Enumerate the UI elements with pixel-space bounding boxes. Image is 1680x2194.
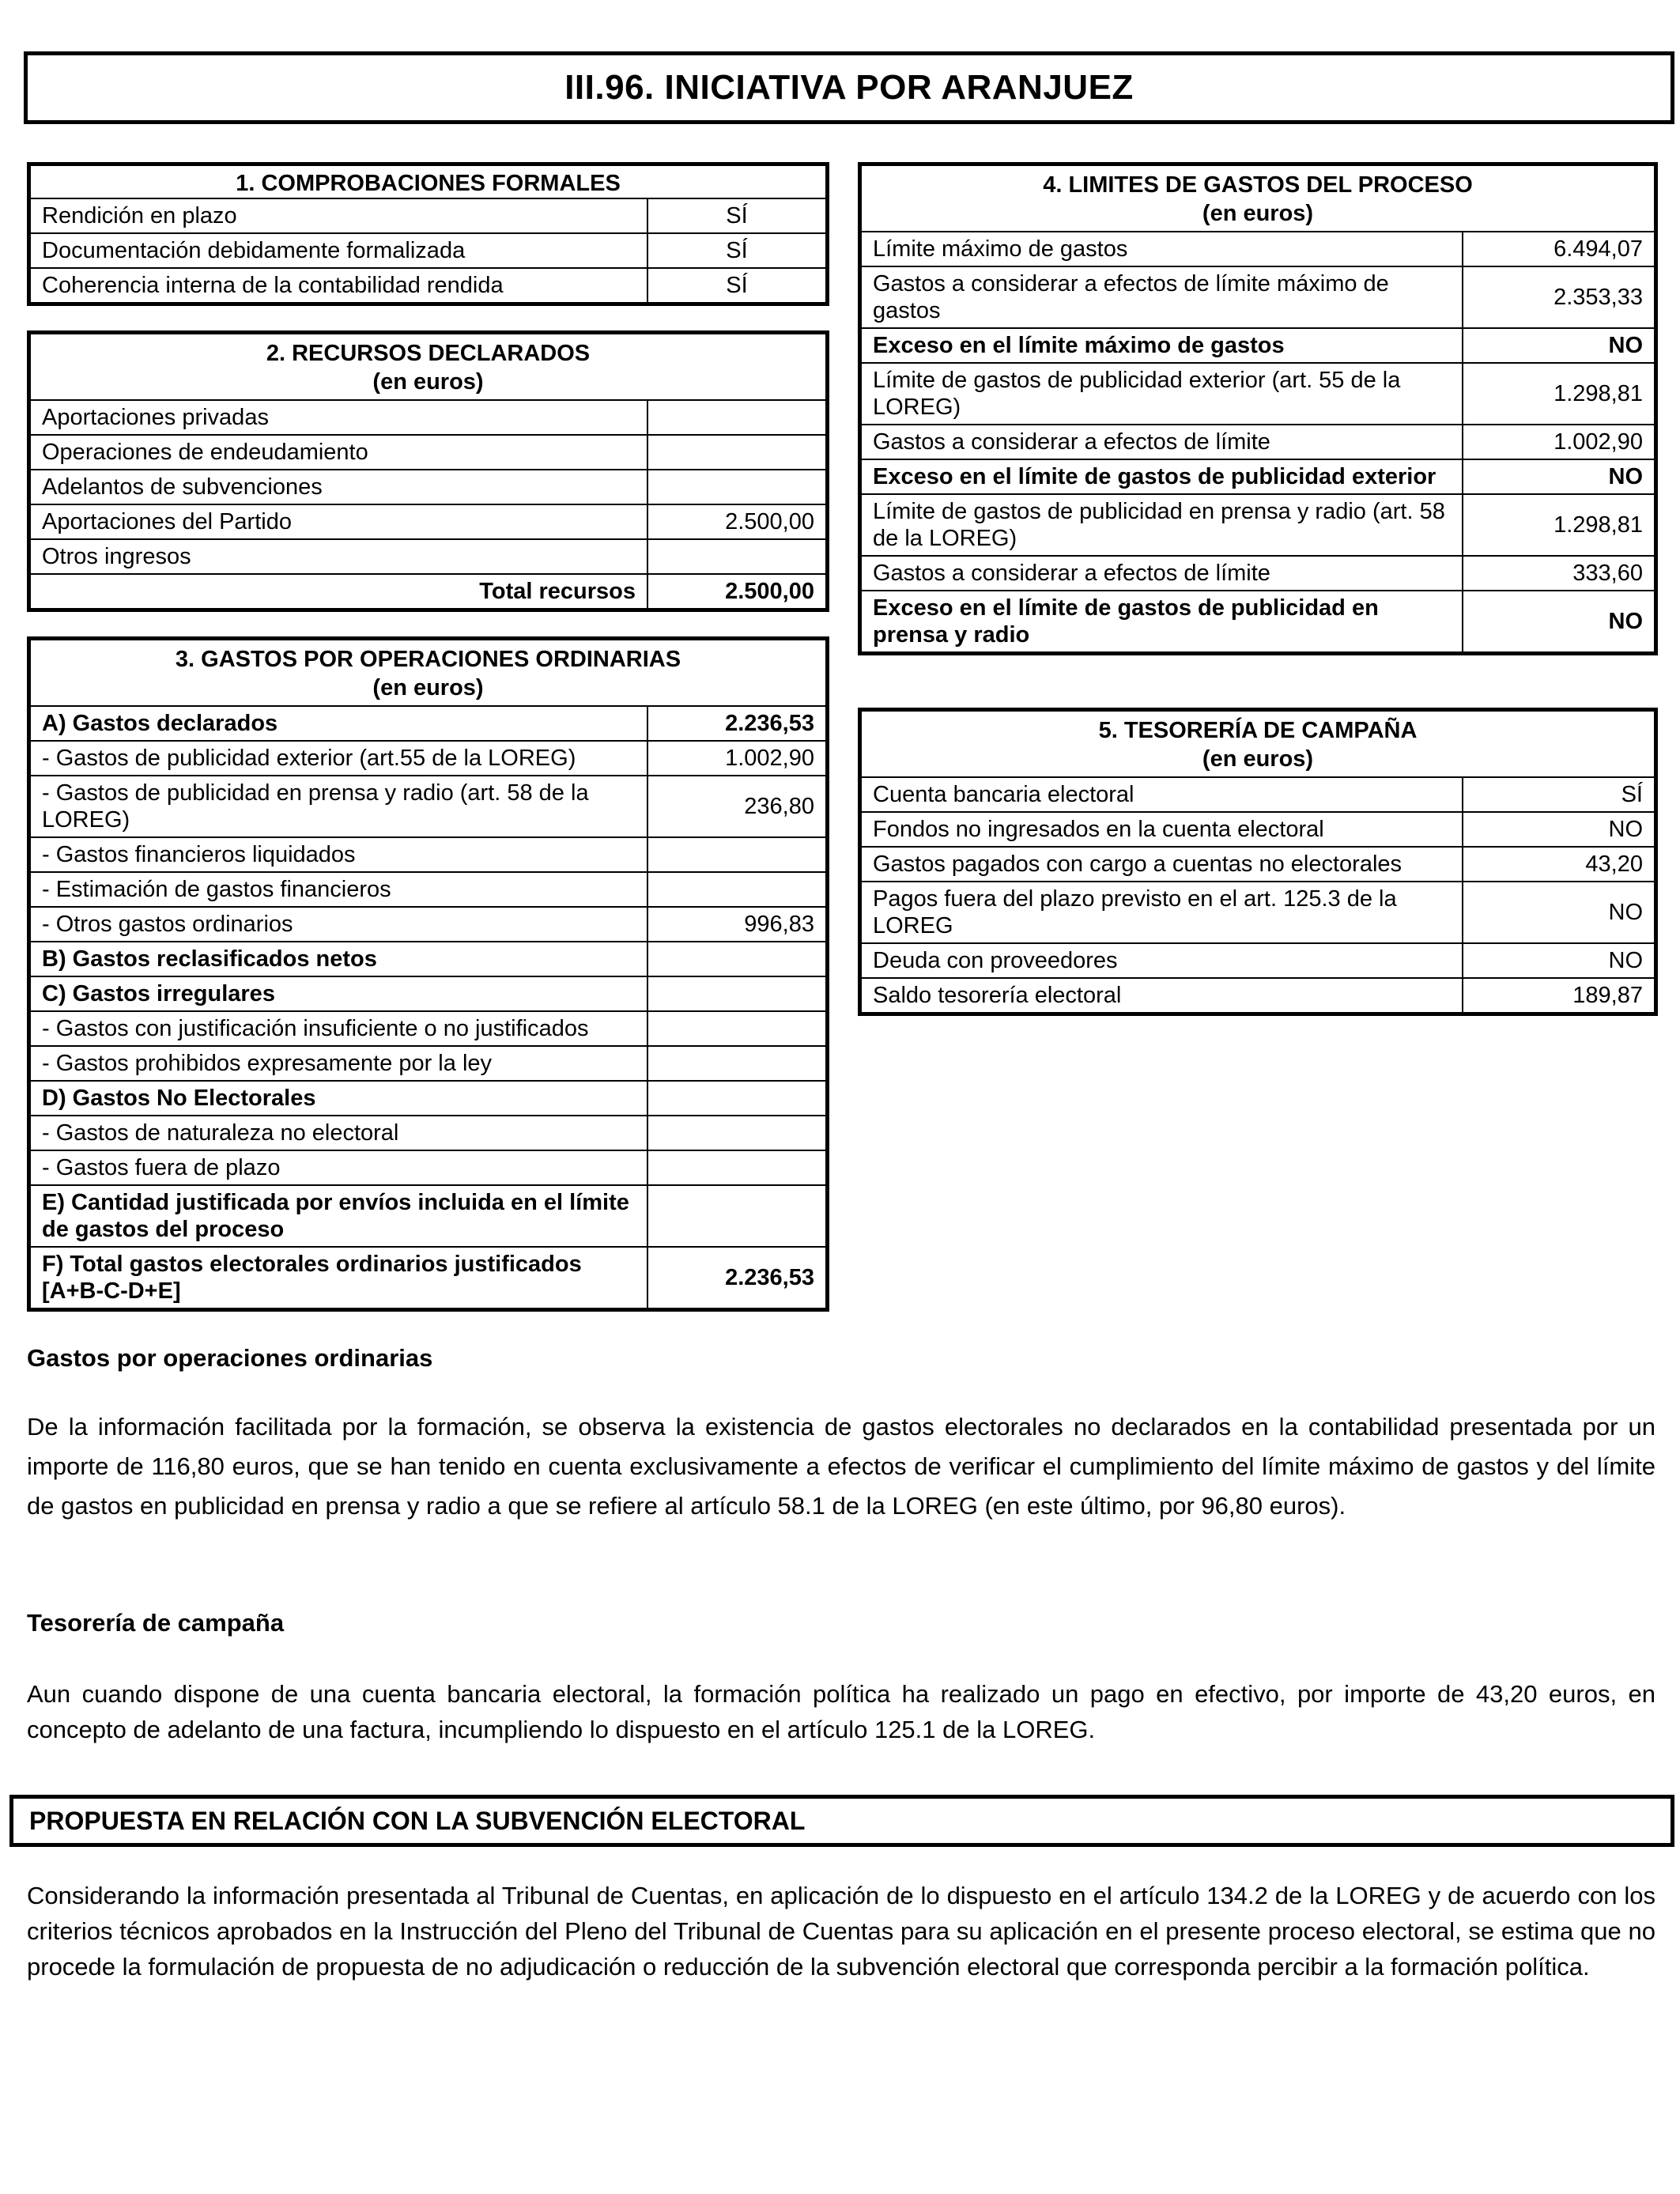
row-value: [647, 1150, 825, 1185]
page-title-box: [24, 51, 1674, 124]
table-row: [862, 591, 1654, 651]
row-value: 2.236,53: [647, 1247, 825, 1308]
row-label: Cuenta bancaria electoral: [862, 778, 1463, 812]
propuesta-heading-box: [9, 1795, 1674, 1847]
row-label: Límite máximo de gastos: [862, 232, 1463, 266]
row-label: E) Cantidad justificada por envíos incluida en el límite de gastos del proceso: [31, 1185, 647, 1247]
row-value: [647, 1046, 825, 1081]
table-row: [862, 556, 1654, 591]
row-value: 6.494,07: [1463, 232, 1654, 266]
row-value: [647, 1116, 825, 1150]
row-label: A) Gastos declarados: [31, 707, 647, 741]
row-value: 2.500,00: [647, 504, 825, 539]
row-label: Otros ingresos: [31, 539, 647, 574]
table-row: [31, 1116, 825, 1150]
row-label: Rendición en plazo: [31, 199, 647, 233]
row-label: Operaciones de endeudamiento: [31, 435, 647, 470]
table-row-total: [31, 574, 825, 608]
row-label: Coherencia interna de la contabilidad rendida: [31, 268, 647, 302]
table-comprobaciones: [31, 199, 825, 302]
row-value: NO: [1463, 882, 1654, 943]
section-3-title: 3. GASTOS POR OPERACIONES ORDINARIAS (en euros): [31, 640, 825, 707]
section-5-title: 5. TESORERÍA DE CAMPAÑA (en euros): [862, 712, 1654, 778]
row-value: 2.353,33: [1463, 266, 1654, 328]
page-title: III.96. INICIATIVA POR ARANJUEZ: [564, 68, 1134, 107]
table-row: [862, 425, 1654, 459]
table-row: [31, 1185, 825, 1247]
row-value: 996,83: [647, 907, 825, 942]
row-value: 43,20: [1463, 847, 1654, 882]
row-label: - Gastos fuera de plazo: [31, 1150, 647, 1185]
table-row: [862, 847, 1654, 882]
row-value: SÍ: [647, 233, 825, 268]
heading-propuesta: PROPUESTA EN RELACIÓN CON LA SUBVENCIÓN ELECTORAL: [29, 1806, 806, 1835]
row-label: - Gastos de publicidad en prensa y radio (art. 58 de la LOREG): [31, 776, 647, 837]
row-label: F) Total gastos electorales ordinarios justificados [A+B-C-D+E]: [31, 1247, 647, 1308]
row-value: NO: [1463, 459, 1654, 494]
table-row: [31, 504, 825, 539]
row-value: [647, 435, 825, 470]
row-value: SÍ: [647, 268, 825, 302]
row-value: 1.002,90: [1463, 425, 1654, 459]
section-4-title: 4. LIMITES DE GASTOS DEL PROCESO (en euros): [862, 166, 1654, 232]
row-value: 1.298,81: [1463, 363, 1654, 425]
row-label: Límite de gastos de publicidad en prensa y radio (art. 58 de la LOREG): [862, 494, 1463, 556]
row-label: Deuda con proveedores: [862, 943, 1463, 978]
table-row: [31, 907, 825, 942]
row-label: Exceso en el límite de gastos de publicidad exterior: [862, 459, 1463, 494]
table-row: [862, 494, 1654, 556]
table-row: [31, 942, 825, 976]
row-label: - Estimación de gastos financieros: [31, 872, 647, 907]
row-label: Saldo tesorería electoral: [862, 978, 1463, 1012]
heading-gastos-ordinarios: Gastos por operaciones ordinarias: [27, 1344, 433, 1372]
paragraph-gastos-ordinarios: De la información facilitada por la formación, se observa la existencia de gastos electorales no declarados en la contabilidad presentada por un importe de 116,80 euros, que se han tenido en cuenta exclusivamente a efectos de verificar el cumplimiento del límite máximo de gastos y del límite de gastos en publicidad en prensa y radio a que se refiere al artículo 58.1 de la LOREG (en este último, por 96,80 euros).: [27, 1413, 1655, 1520]
table-row: [31, 1247, 825, 1308]
row-value: 236,80: [647, 776, 825, 837]
table-row: [862, 812, 1654, 847]
row-value: 2.236,53: [647, 707, 825, 741]
table-row: [31, 776, 825, 837]
row-label: Gastos a considerar a efectos de límite máximo de gastos: [862, 266, 1463, 328]
table-row: [862, 459, 1654, 494]
section-comprobaciones-formales: [27, 162, 829, 306]
row-value: [647, 470, 825, 504]
section-2-title: 2. RECURSOS DECLARADOS (en euros): [31, 334, 825, 401]
paragraph-tesoreria: Aun cuando dispone de una cuenta bancaria electoral, la formación política ha realizado un pago en efectivo, por importe de 43,20 euros, en concepto de adelanto de una factura, incumpliendo lo dispuesto en el artículo 125.1 de la LOREG.: [27, 1680, 1655, 1743]
table-gastos: [31, 707, 825, 1308]
table-row: [31, 741, 825, 776]
table-row: [31, 199, 825, 233]
row-label: Pagos fuera del plazo previsto en el art. 125.3 de la LOREG: [862, 882, 1463, 943]
table-limites: [862, 232, 1654, 651]
table-row: [31, 233, 825, 268]
row-value: [647, 401, 825, 435]
table-row: [862, 943, 1654, 978]
row-value: [647, 942, 825, 976]
row-label: - Gastos prohibidos expresamente por la ley: [31, 1046, 647, 1081]
table-row: [862, 778, 1654, 812]
row-value: [647, 976, 825, 1011]
row-value: SÍ: [1463, 778, 1654, 812]
heading-tesoreria: Tesorería de campaña: [27, 1609, 285, 1637]
row-value: [647, 1185, 825, 1247]
row-label: Fondos no ingresados en la cuenta electoral: [862, 812, 1463, 847]
row-label: Exceso en el límite de gastos de publicidad en prensa y radio: [862, 591, 1463, 651]
table-tesoreria: [862, 778, 1654, 1012]
row-value: NO: [1463, 591, 1654, 651]
row-label: Exceso en el límite máximo de gastos: [862, 328, 1463, 363]
table-row: [31, 1046, 825, 1081]
row-label: C) Gastos irregulares: [31, 976, 647, 1011]
row-value: [647, 872, 825, 907]
table-row: [31, 872, 825, 907]
row-label: Gastos a considerar a efectos de límite: [862, 556, 1463, 591]
section-gastos-ordinarios: [27, 636, 829, 1312]
table-row: [862, 232, 1654, 266]
table-row: [31, 470, 825, 504]
table-recursos: [31, 401, 825, 608]
table-row: [862, 978, 1654, 1012]
row-label: - Gastos de naturaleza no electoral: [31, 1116, 647, 1150]
row-label: Límite de gastos de publicidad exterior (art. 55 de la LOREG): [862, 363, 1463, 425]
table-row: [31, 707, 825, 741]
row-value: 189,87: [1463, 978, 1654, 1012]
row-label: - Gastos con justificación insuficiente o no justificados: [31, 1011, 647, 1046]
table-row: [31, 1011, 825, 1046]
table-row: [31, 268, 825, 302]
row-label: D) Gastos No Electorales: [31, 1081, 647, 1116]
table-row: [31, 401, 825, 435]
row-label: Aportaciones del Partido: [31, 504, 647, 539]
row-value: NO: [1463, 812, 1654, 847]
row-label: - Gastos de publicidad exterior (art.55 de la LOREG): [31, 741, 647, 776]
paragraph-propuesta: Considerando la información presentada al Tribunal de Cuentas, en aplicación de lo dispuesto en el artículo 134.2 de la LOREG y de acuerdo con los criterios técnicos aprobados en la Instrucción del Pleno del Tribunal de Cuentas para su aplicación en el presente proceso electoral, se estima que no procede la formulación de propuesta de no adjudicación o reducción de la subvención electoral que corresponda percibir a la formación política.: [27, 1882, 1655, 1981]
row-label: B) Gastos reclasificados netos: [31, 942, 647, 976]
total-label: Total recursos: [31, 574, 647, 608]
table-row: [31, 976, 825, 1011]
row-value: [647, 837, 825, 872]
row-value: 1.298,81: [1463, 494, 1654, 556]
section-recursos-declarados: [27, 330, 829, 612]
row-value: [647, 1081, 825, 1116]
table-row: [862, 266, 1654, 328]
row-label: - Gastos financieros liquidados: [31, 837, 647, 872]
row-value: NO: [1463, 328, 1654, 363]
table-row: [31, 539, 825, 574]
row-label: Gastos a considerar a efectos de límite: [862, 425, 1463, 459]
table-row: [862, 882, 1654, 943]
table-row: [31, 1081, 825, 1116]
table-row: [31, 435, 825, 470]
section-limites-gastos: [858, 162, 1658, 655]
row-label: - Otros gastos ordinarios: [31, 907, 647, 942]
row-value: 333,60: [1463, 556, 1654, 591]
row-label: Adelantos de subvenciones: [31, 470, 647, 504]
table-row: [31, 1150, 825, 1185]
total-value: 2.500,00: [647, 574, 825, 608]
section-tesoreria-campana: [858, 708, 1658, 1016]
table-row: [31, 837, 825, 872]
row-value: 1.002,90: [647, 741, 825, 776]
table-row: [862, 328, 1654, 363]
row-label: Gastos pagados con cargo a cuentas no electorales: [862, 847, 1463, 882]
row-value: NO: [1463, 943, 1654, 978]
row-label: Documentación debidamente formalizada: [31, 233, 647, 268]
row-value: [647, 539, 825, 574]
row-value: [647, 1011, 825, 1046]
section-1-title: 1. COMPROBACIONES FORMALES: [31, 166, 825, 199]
row-value: SÍ: [647, 199, 825, 233]
row-label: Aportaciones privadas: [31, 401, 647, 435]
table-row: [862, 363, 1654, 425]
